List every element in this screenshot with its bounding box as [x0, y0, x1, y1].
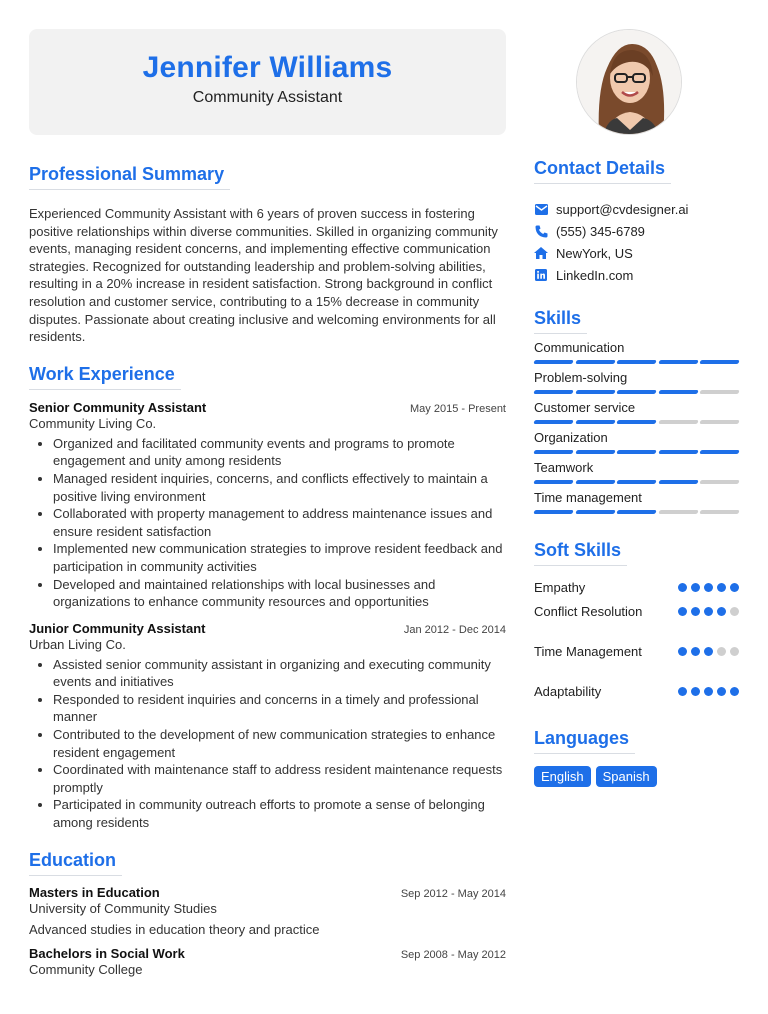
rating-dot — [678, 607, 687, 616]
soft-skill-item — [534, 680, 739, 702]
skill-item — [534, 340, 739, 364]
education-heading: Education — [29, 850, 122, 876]
skill-label: Communication — [534, 340, 625, 355]
soft-skills-section — [534, 540, 739, 702]
contact-heading: Contact Details — [534, 158, 671, 184]
languages-section — [534, 728, 739, 787]
soft-skill-rating — [678, 687, 739, 696]
skill-level-segment — [700, 390, 740, 394]
skill-level-segment — [533, 450, 573, 454]
skill-item — [534, 370, 739, 394]
rating-dot — [678, 647, 687, 656]
linkedin-icon — [534, 268, 548, 282]
job-title: Senior Community Assistant — [29, 399, 207, 415]
sidebar-column — [534, 158, 739, 805]
job-bullets — [29, 656, 506, 832]
skill-label: Organization — [534, 430, 608, 445]
rating-dot — [730, 583, 739, 592]
skill-level-segment — [658, 480, 698, 484]
skill-level-bar — [534, 390, 739, 394]
skill-level-segment — [533, 480, 573, 484]
skill-level-segment — [658, 390, 698, 394]
education-date: Sep 2008 - May 2012 — [400, 948, 506, 961]
contact-location — [534, 242, 739, 264]
rating-dot — [691, 607, 700, 616]
skill-level-segment — [616, 450, 656, 454]
rating-dot — [730, 687, 739, 696]
job-entry — [29, 621, 506, 832]
job-bullets — [29, 435, 506, 611]
contact-linkedin[interactable] — [534, 264, 739, 286]
school-name: Community College — [29, 961, 143, 977]
skill-level-segment — [575, 390, 615, 394]
job-bullet: • Managed resident inquiries, concerns, and conflicts effectively to maintain a positive living environment — [53, 470, 506, 505]
rating-dot — [704, 647, 713, 656]
school-name: University of Community Studies — [29, 900, 217, 916]
skill-level-segment — [658, 510, 698, 514]
job-entry — [29, 400, 506, 611]
job-bullet: • Coordinated with maintenance staff to address resident maintenance requests promptly — [53, 761, 506, 796]
rating-dot — [730, 607, 739, 616]
rating-dot — [704, 687, 713, 696]
job-bullet: • Developed and maintained relationships with local businesses and organizations to enhance community resources and opportunities — [53, 576, 506, 611]
skill-level-segment — [533, 390, 573, 394]
rating-dot — [691, 583, 700, 592]
skill-level-segment — [616, 420, 656, 424]
skill-level-segment — [700, 360, 740, 364]
candidate-name: Jennifer Williams — [142, 51, 393, 84]
job-company: Urban Living Co. — [29, 636, 126, 652]
rating-dot — [717, 607, 726, 616]
rating-dot — [717, 583, 726, 592]
skill-level-segment — [700, 450, 740, 454]
skill-level-segment — [700, 510, 740, 514]
soft-skill-item — [534, 600, 739, 622]
soft-skill-label: Empathy — [534, 579, 586, 595]
skill-level-segment — [616, 360, 656, 364]
skill-label: Problem-solving — [534, 370, 628, 385]
education-description: Advanced studies in education theory and practice — [29, 921, 320, 937]
job-bullet: • Assisted senior community assistant in organizing and executing community events and initiatives — [53, 656, 506, 691]
rating-dot — [717, 647, 726, 656]
contact-section — [534, 158, 739, 286]
skill-level-segment — [700, 480, 740, 484]
job-bullet: • Participated in community outreach efforts to promote a sense of belonging among residents — [53, 796, 506, 831]
job-company: Community Living Co. — [29, 415, 157, 431]
soft-skill-item — [534, 576, 739, 598]
languages-heading: Languages — [534, 728, 635, 754]
rating-dot — [691, 687, 700, 696]
education-entry — [29, 885, 506, 937]
soft-skill-rating — [678, 583, 739, 592]
skill-level-bar — [534, 360, 739, 364]
rating-dot — [704, 583, 713, 592]
skill-level-segment — [616, 510, 656, 514]
contact-location-text: NewYork, US — [556, 245, 633, 261]
job-bullet: • Responded to resident inquiries and concerns in a timely and professional manner — [53, 691, 506, 726]
skill-item — [534, 460, 739, 484]
contact-email[interactable] — [534, 198, 739, 220]
contact-phone[interactable] — [534, 220, 739, 242]
education-entry — [29, 946, 506, 977]
skill-item — [534, 490, 739, 514]
header-box — [29, 29, 506, 135]
soft-skill-label: Time Management — [534, 643, 642, 659]
skill-level-segment — [616, 480, 656, 484]
soft-skill-item — [534, 640, 739, 662]
summary-section — [29, 164, 506, 346]
soft-skill-rating — [678, 647, 739, 656]
degree-title: Masters in Education — [29, 884, 160, 900]
skill-level-segment — [658, 450, 698, 454]
skill-level-segment — [616, 390, 656, 394]
contact-phone-text: (555) 345-6789 — [556, 223, 645, 239]
skill-level-bar — [534, 450, 739, 454]
contact-email-text: support@cvdesigner.ai — [556, 201, 689, 217]
job-bullet: • Contributed to the development of new communication strategies to enhance resident engagement — [53, 726, 506, 761]
education-section — [29, 850, 506, 977]
skill-level-segment — [575, 450, 615, 454]
skill-item — [534, 430, 739, 454]
skill-level-segment — [658, 360, 698, 364]
rating-dot — [717, 687, 726, 696]
education-date: Sep 2012 - May 2014 — [400, 887, 506, 900]
job-bullet: • Collaborated with property management to address maintenance issues and ensure resident satisfaction — [53, 505, 506, 540]
home-icon — [534, 246, 548, 260]
profile-photo — [576, 29, 682, 135]
soft-skill-rating — [678, 607, 739, 616]
skill-level-segment — [533, 510, 573, 514]
language-badge: Spanish — [596, 766, 657, 787]
rating-dot — [704, 607, 713, 616]
skill-label: Teamwork — [534, 460, 594, 475]
skill-level-bar — [534, 480, 739, 484]
main-column — [29, 164, 506, 995]
job-date: Jan 2012 - Dec 2014 — [403, 623, 506, 636]
soft-skills-heading: Soft Skills — [534, 540, 627, 566]
rating-dot — [730, 647, 739, 656]
skills-section — [534, 308, 739, 514]
contact-linkedin-text: LinkedIn.com — [556, 267, 634, 283]
rating-dot — [678, 583, 687, 592]
skill-level-bar — [534, 420, 739, 424]
skill-level-segment — [533, 420, 573, 424]
soft-skill-label: Conflict Resolution — [534, 603, 643, 619]
job-date: May 2015 - Present — [410, 402, 506, 415]
candidate-title: Community Assistant — [192, 89, 343, 106]
experience-heading: Work Experience — [29, 364, 181, 390]
skill-level-segment — [658, 420, 698, 424]
skill-level-segment — [575, 360, 615, 364]
rating-dot — [691, 647, 700, 656]
job-title: Junior Community Assistant — [29, 620, 206, 636]
skill-label: Time management — [534, 490, 642, 505]
skill-label: Customer service — [534, 400, 636, 415]
job-bullet: • Implemented new communication strategies to improve resident feedback and participation in community activities — [53, 540, 506, 575]
soft-skill-label: Adaptability — [534, 683, 602, 699]
skill-item — [534, 400, 739, 424]
skill-level-segment — [575, 480, 615, 484]
phone-icon — [534, 224, 548, 238]
summary-text: Experienced Community Assistant with 6 years of proven success in fostering positive relationships within diverse communities. Skilled in organizing community events, managing resident concerns, and implementing effective communication strategies. Recognized for outstanding leadership and problem-solving abilities, resulting in a 20% increase in resident satisfaction. Strong background in conflict resolution and customer service, contributing to a 15% decrease in community disputes. Passionate about creating inclusive and welcoming environments for all residents. — [29, 206, 498, 345]
skill-level-bar — [534, 510, 739, 514]
degree-title: Bachelors in Social Work — [29, 945, 185, 961]
summary-heading: Professional Summary — [29, 164, 230, 190]
job-bullet: • Organized and facilitated community events and programs to promote engagement and unity among residents — [53, 435, 506, 470]
rating-dot — [678, 687, 687, 696]
skill-level-segment — [533, 360, 573, 364]
envelope-icon — [534, 202, 548, 216]
skill-level-segment — [700, 420, 740, 424]
skill-level-segment — [575, 420, 615, 424]
skills-heading: Skills — [534, 308, 587, 334]
experience-section — [29, 364, 506, 832]
skill-level-segment — [575, 510, 615, 514]
language-badge: English — [534, 766, 591, 787]
